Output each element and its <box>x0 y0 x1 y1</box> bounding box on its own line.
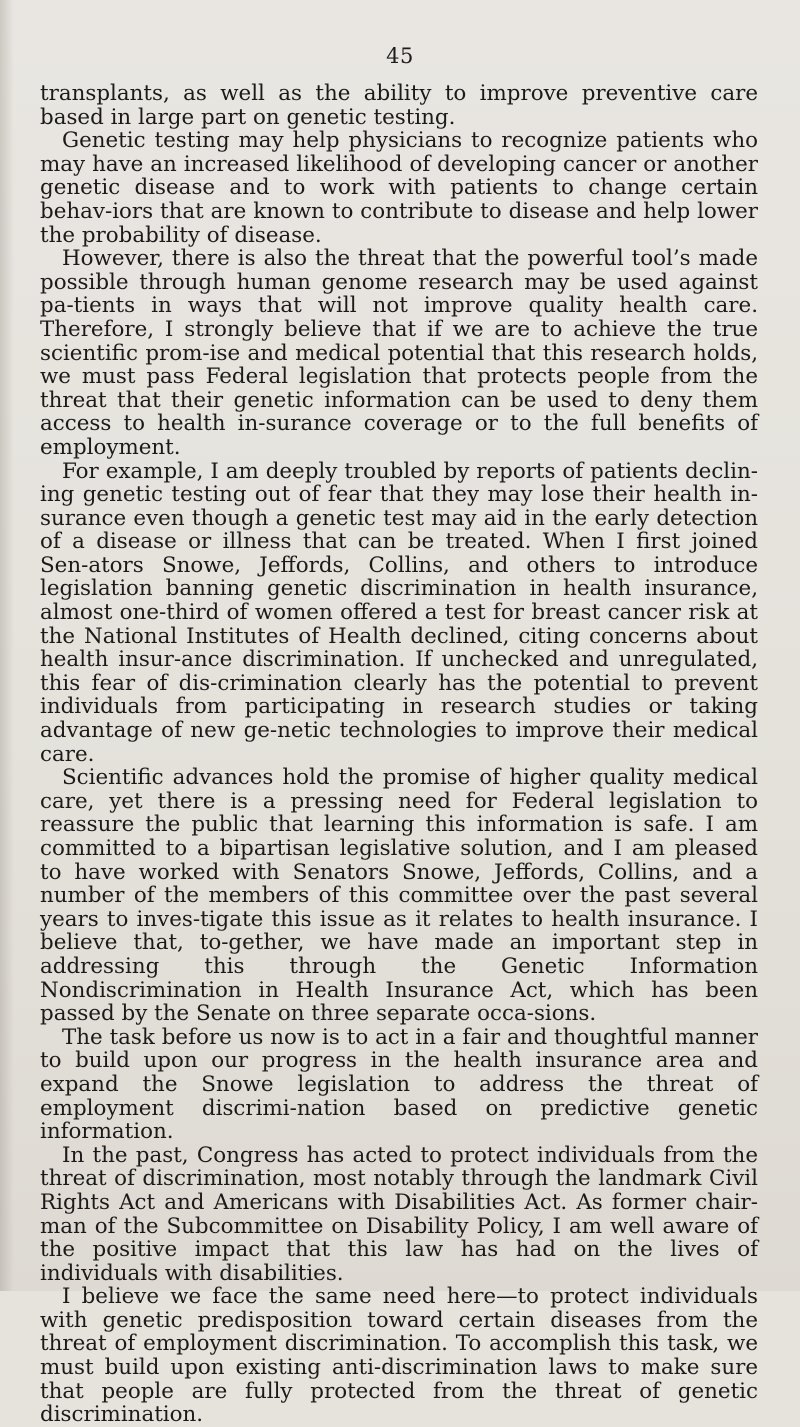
paragraph: Scientific advances hold the promise of higher quality medical care, yet there is a pressing need for Federal legislation to reassure the public that learning this information is safe. I am committed to a bipartisan legislative solution, and I am pleased to have worked with Senators Snowe, Jeffords, Collins, and a number of the members of this committee over the past several years to inves-tigate this issue as it relates to health insurance. I believe that, to-gether, we have made an important step in addressing this through the Genetic Information Nondiscrimination in Health Insurance Act, which has been passed by the Senate on three separate occa-sions. <box>40 765 758 1027</box>
paragraph: In the past, Congress has acted to protect individuals from the threat of discrimination, most notably through the landmark Civil Rights Act and Americans with Disabilities Act. As former chair-man of the Subcommittee on Disability Policy, I am well aware of the positive impact that this law has had on the lives of individuals with disabilities. <box>40 1142 758 1286</box>
paragraph: The task before us now is to act in a fair and thoughtful manner to build upon our progress in the health insurance area and expand the Snowe legislation to address the threat of employment discrimi-nation based on predictive genetic information. <box>40 1024 758 1145</box>
page-number: 45 <box>386 44 414 68</box>
paragraph: I believe we face the same need here—to protect individuals with genetic predisposition toward certain diseases from the threat of employment discrimination. To accomplish this task, we must build upon existing anti-discrimination laws to make sure that people are fully protected from the threat of genetic discrimination. <box>40 1284 758 1427</box>
paragraph: Genetic testing may help physicians to recognize patients who may have an increased likelihood of developing cancer or another genetic disease and to work with patients to change certain behav-iors that are known to contribute to disease and help lower the probability of disease. <box>40 128 758 248</box>
paragraph: However, there is also the threat that the powerful tool’s made possible through human genome research may be used against pa-tients in ways that will not improve quality health care. Therefore, I strongly believe that if we are to achieve the true scientific prom-ise and medical potential that this research holds, we must pass Federal legislation that protects people from the threat that their genetic information can be used to deny them access to health in-surance coverage or to the full benefits of employment. <box>40 246 758 460</box>
body-text <box>40 82 758 1427</box>
paragraph: For example, I am deeply troubled by reports of patients declin-ing genetic testing out of fear that they may lose their health in-surance even though a genetic test may aid in the early detection of a disease or illness that can be treated. When I first joined Sen-ators Snowe, Jeffords, Collins, and others to introduce legislation banning genetic discrimination in health insurance, almost one-third of women offered a test for breast cancer risk at the National Institutes of Health declined, citing concerns about health insur-ance discrimination. If unchecked and unregulated, this fear of dis-crimination clearly has the potential to prevent individuals from participating in research studies or taking advantage of new ge-netic technologies to improve their medical care. <box>40 458 758 767</box>
paragraph-continuation: transplants, as well as the ability to improve preventive care based in large part on genetic testing. <box>40 81 758 130</box>
page-edge-shadow <box>0 0 14 1291</box>
